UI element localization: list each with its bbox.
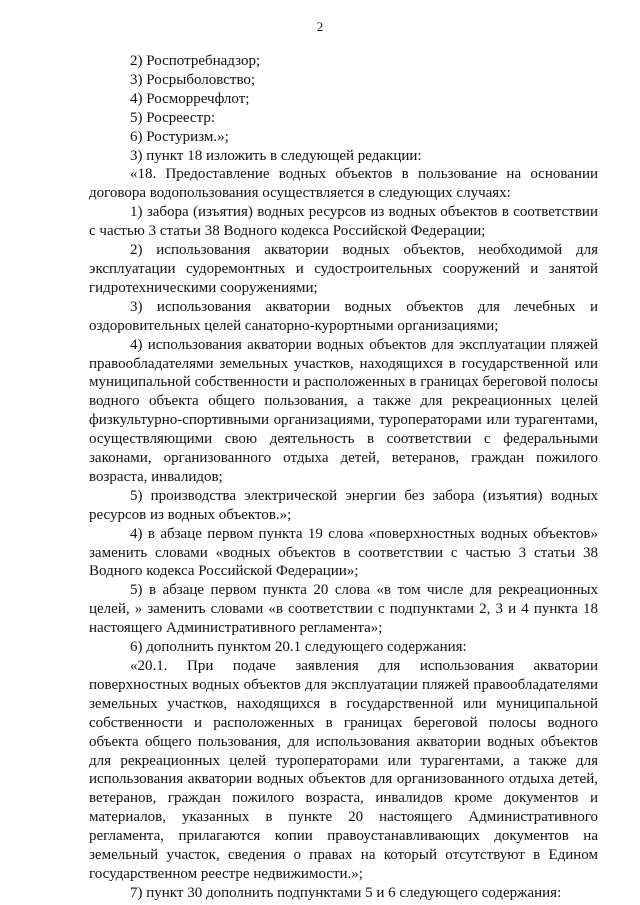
paragraph: «18. Предоставление водных объектов в пользование на основании договора водопользования осуществляется в следующих случаях: — [89, 166, 598, 202]
paragraph: 4) в абзаце первом пункта 19 слова «поверхностных водных объектов» заменить словами «водных объектов в соответствии с частью 3 статьи 38 Водного кодекса Российской Федерации»; — [89, 525, 598, 580]
paragraph: 6) Ростуризм.»; — [130, 128, 229, 145]
paragraph: 2) Роспотребнадзор; — [130, 53, 261, 69]
paragraph: 5) Росреестр: — [130, 109, 215, 126]
paragraph: 4) использования акватории водных объектов для эксплуатации пляжей правообладателями земельных участков, находящихся в государственной или муниципальной собственности и расположенных в границах береговой полосы водного объекта общего пользования, а также для рекреационных целей физкультурно-спортивными организациями, туроператорами или турагентами, осуществляющими свою деятельность в соответствии с федеральными законами, организованного отдыха детей, ветеранов, граждан пожилого возраста, инвалидов; — [89, 336, 598, 485]
paragraph: 5) производства электрической энергии без забора (изъятия) водных ресурсов из водных объектов.»; — [89, 487, 598, 523]
document-body — [89, 52, 598, 903]
paragraph: 2) использования акватории водных объектов, необходимой для эксплуатации судоремонтных и судостроительных сооружений и занятой гидротехническими сооружениями; — [89, 242, 598, 296]
paragraph: 3) Росрыболовство; — [130, 71, 256, 88]
paragraph: 3) пункт 18 изложить в следующей редакции: — [130, 147, 422, 164]
paragraph: 3) использования акватории водных объектов для лечебных и оздоровительных целей санаторно-курортными организациями; — [89, 298, 598, 334]
page-number: 2 — [316, 19, 324, 34]
paragraph: «20.1. При подаче заявления для использования акватории поверхностных водных объектов для эксплуатации пляжей правообладателями земельных участков, находящихся в государственной или муниципальной собственности и расположенных в границах береговой полосы водного объекта общего пользования, для использования акватории водных объектов для рекреационных целей туроператорами или турагентами, а также для использования акватории водных объектов для организованного отдыха детей, ветеранов, граждан пожилого возраста, инвалидов кроме документов и материалов, указанных в пункте 20 настоящего Административного регламента, прилагаются копии правоустанавливающих документов на земельный участок, сведения о правах на который отсутствуют в Едином государственном реестре недвижимости.»; — [89, 658, 598, 882]
paragraph: 4) Росморречфлот; — [130, 90, 250, 107]
paragraph: 5) в абзаце первом пункта 20 слова «в том числе для рекреационных целей, » заменить словами «в соответствии с подпунктами 2, 3 и 4 пункта 18 настоящего Административного регламента»; — [89, 582, 598, 637]
paragraph: 6) дополнить пунктом 20.1 следующего содержания: — [130, 639, 467, 656]
paragraph: 7) пункт 30 дополнить подпунктами 5 и 6 следующего содержания: — [130, 884, 562, 901]
paragraph: 1) забора (изъятия) водных ресурсов из водных объектов в соответствии с частью 3 статьи 38 Водного кодекса Российской Федерации; — [89, 204, 598, 240]
